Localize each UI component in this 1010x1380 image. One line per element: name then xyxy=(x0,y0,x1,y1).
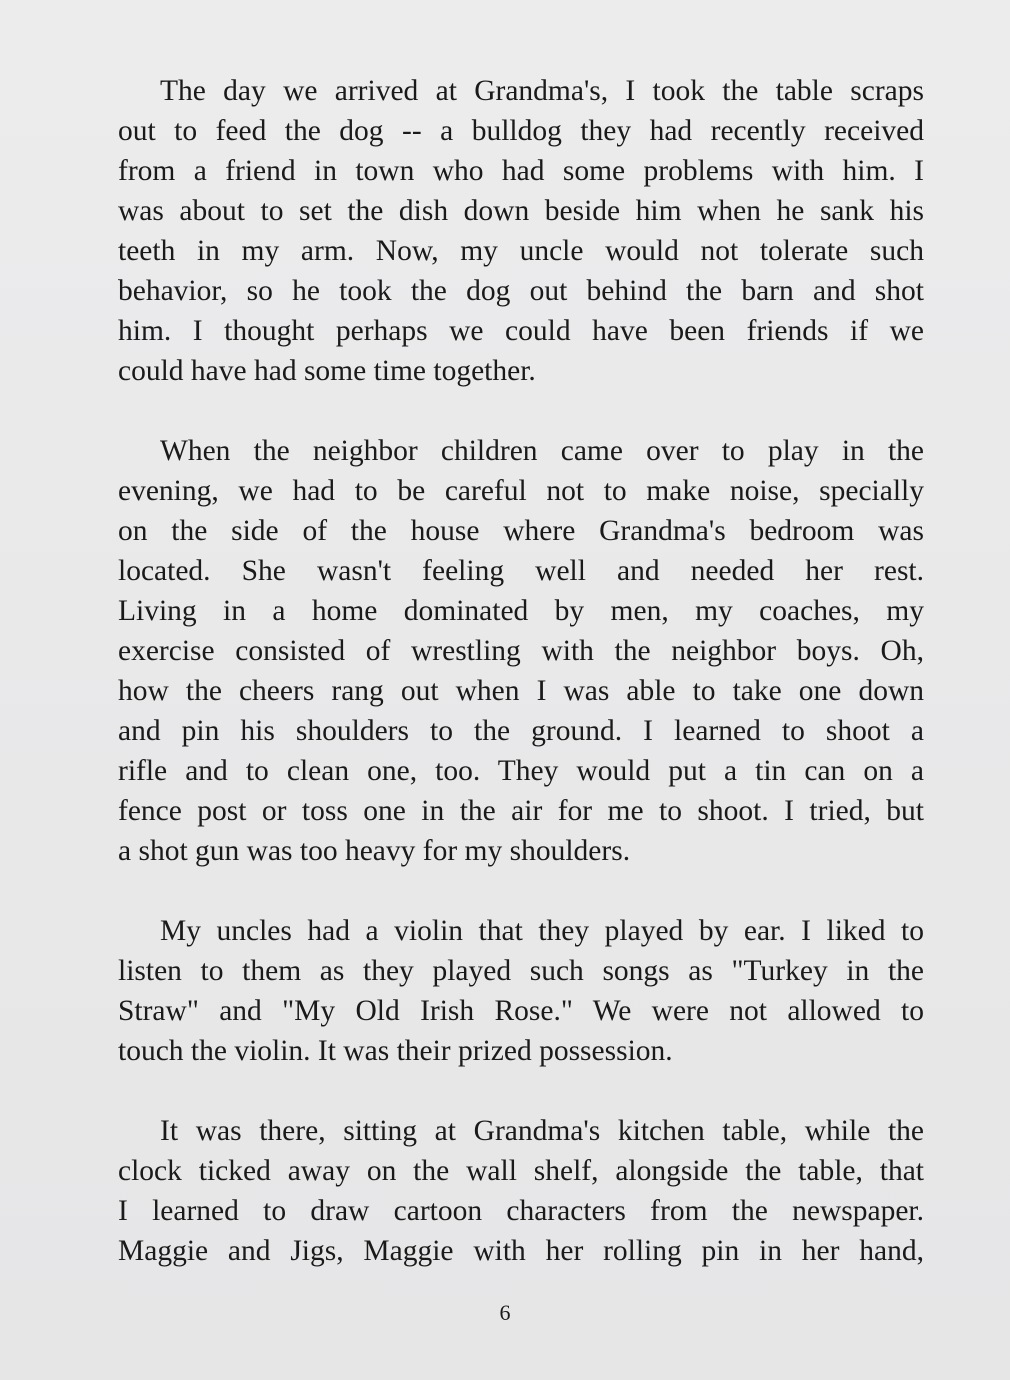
text-line: behavior, so he took the dog out behind the barn and shot xyxy=(118,275,924,307)
text-line: My uncles had a violin that they played by ear. I liked to xyxy=(160,915,924,947)
text-line: I learned to draw cartoon characters from the newspaper. xyxy=(118,1195,924,1227)
text-line: a shot gun was too heavy for my shoulders. xyxy=(118,835,631,867)
text-line: from a friend in town who had some problems with him. I xyxy=(118,155,924,187)
text-line: clock ticked away on the wall shelf, alongside the table, that xyxy=(118,1155,924,1187)
text-line: teeth in my arm. Now, my uncle would not tolerate such xyxy=(118,235,924,267)
text-line: evening, we had to be careful not to make noise, specially xyxy=(118,475,924,507)
page-number: 6 xyxy=(499,1300,511,1325)
text-line: touch the violin. It was their prized possession. xyxy=(118,1035,673,1067)
text-line: rifle and to clean one, too. They would put a tin can on a xyxy=(118,755,924,787)
text-line: out to feed the dog -- a bulldog they had recently received xyxy=(118,115,924,147)
paragraph-2 xyxy=(118,431,924,871)
text-line: him. I thought perhaps we could have been friends if we xyxy=(118,315,924,347)
text-line: The day we arrived at Grandma's, I took the table scraps xyxy=(160,75,924,107)
text-line: exercise consisted of wrestling with the neighbor boys. Oh, xyxy=(118,635,924,667)
text-line: located. She wasn't feeling well and needed her rest. xyxy=(118,555,924,587)
text-line: Maggie and Jigs, Maggie with her rolling pin in her hand, xyxy=(118,1235,924,1267)
text-line: When the neighbor children came over to play in the xyxy=(160,435,924,467)
text-line: how the cheers rang out when I was able to take one down xyxy=(118,675,924,707)
text-line: on the side of the house where Grandma's bedroom was xyxy=(118,515,924,547)
text-line: Straw" and "My Old Irish Rose." We were not allowed to xyxy=(118,995,924,1027)
text-line: fence post or toss one in the air for me to shoot. I tried, but xyxy=(118,795,924,827)
text-line: listen to them as they played such songs as "Turkey in the xyxy=(118,955,924,987)
text-line: could have had some time together. xyxy=(118,355,536,387)
paragraph-3 xyxy=(118,911,924,1071)
paragraph-1 xyxy=(118,71,924,391)
text-line: was about to set the dish down beside him when he sank his xyxy=(118,195,924,227)
body-text xyxy=(118,71,924,1311)
paragraph-4 xyxy=(118,1111,924,1271)
text-line: It was there, sitting at Grandma's kitchen table, while the xyxy=(160,1115,924,1147)
text-line: Living in a home dominated by men, my coaches, my xyxy=(118,595,924,627)
text-line: and pin his shoulders to the ground. I learned to shoot a xyxy=(118,715,924,747)
